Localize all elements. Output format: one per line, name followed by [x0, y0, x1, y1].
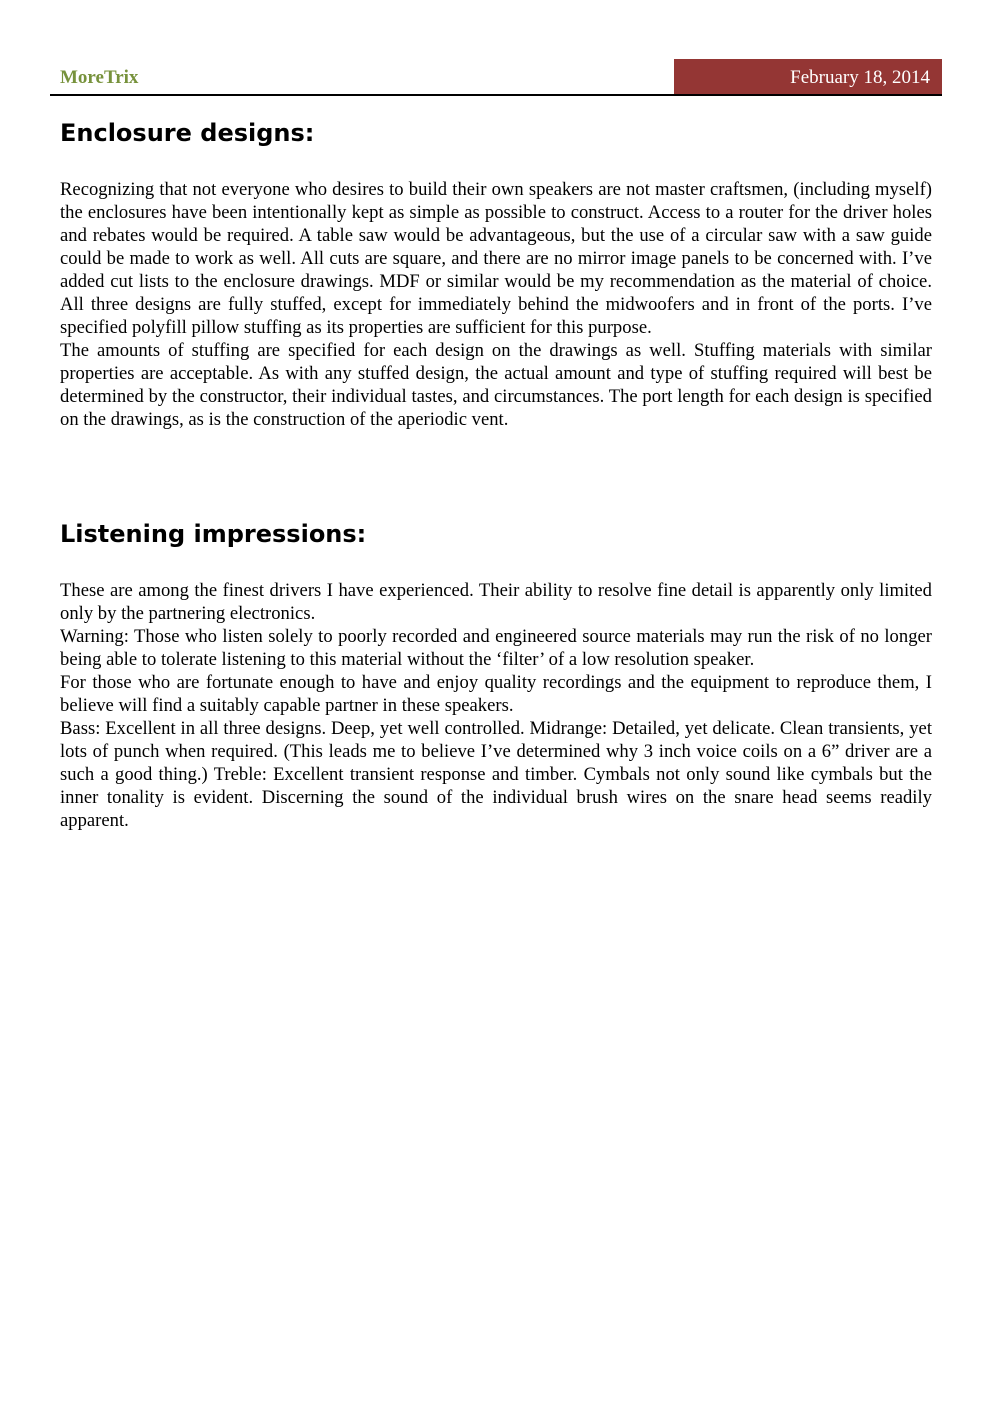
paragraph: For those who are fortunate enough to have and enjoy quality recordings and the equipment to reproduce them, I believe will find a suitably capable partner in these speakers. — [60, 672, 932, 716]
paragraph: Warning: Those who listen solely to poorly recorded and engineered source materials may run the risk of no longer being able to tolerate listening to this material without the ‘filter’ of a low resolution speaker. — [60, 626, 932, 670]
section-body-listening-impressions — [60, 579, 932, 832]
section-heading-listening-impressions: Listening impressions: — [60, 520, 367, 548]
header-date: February 18, 2014 — [790, 67, 930, 88]
section-body-enclosure-designs — [60, 178, 932, 431]
header-rule — [50, 94, 942, 96]
section-heading-enclosure-designs: Enclosure designs: — [60, 119, 315, 147]
paragraph: The amounts of stuffing are specified for each design on the drawings as well. Stuffing materials with similar properties are acceptable. As with any stuffed design, the actual amount and type of stuffing required will best be determined by the constructor, their individual tastes, and circumstances. The port length for each design is specified on the drawings, as is the construction of the aperiodic vent. — [60, 340, 932, 430]
paragraph: Bass: Excellent in all three designs. Deep, yet well controlled. Midrange: Detailed, yet delicate. Clean transients, yet lots of punch when required. (This leads me to believe I’ve determined why 3 inch voice coils on a 6” driver are a such a good thing.) Treble: Excellent transient response and timber. Cymbals not only sound like cymbals but the inner tonality is evident. Discerning the sound of the individual brush wires on the snare head seems readily apparent. — [60, 718, 932, 831]
paragraph: Recognizing that not everyone who desires to build their own speakers are not master craftsmen, (including myself) the enclosures have been intentionally kept as simple as possible to construct. Access to a router for the driver holes and rebates would be required. A table saw would be advantageous, but the use of a circular saw with a saw guide could be made to work as well. All cuts are square, and there are no mirror image panels to be concerned with. I’ve added cut lists to the enclosure drawings. MDF or similar would be my recommendation as the material of choice. All three designs are fully stuffed, except for immediately behind the midwoofers and in front of the ports. I’ve specified polyfill pillow stuffing as its properties are sufficient for this purpose. — [60, 179, 932, 338]
header-brand: MoreTrix — [60, 67, 139, 88]
paragraph: These are among the finest drivers I have experienced. Their ability to resolve fine detail is apparently only limited only by the partnering electronics. — [60, 580, 932, 624]
header-date-box — [674, 59, 942, 95]
